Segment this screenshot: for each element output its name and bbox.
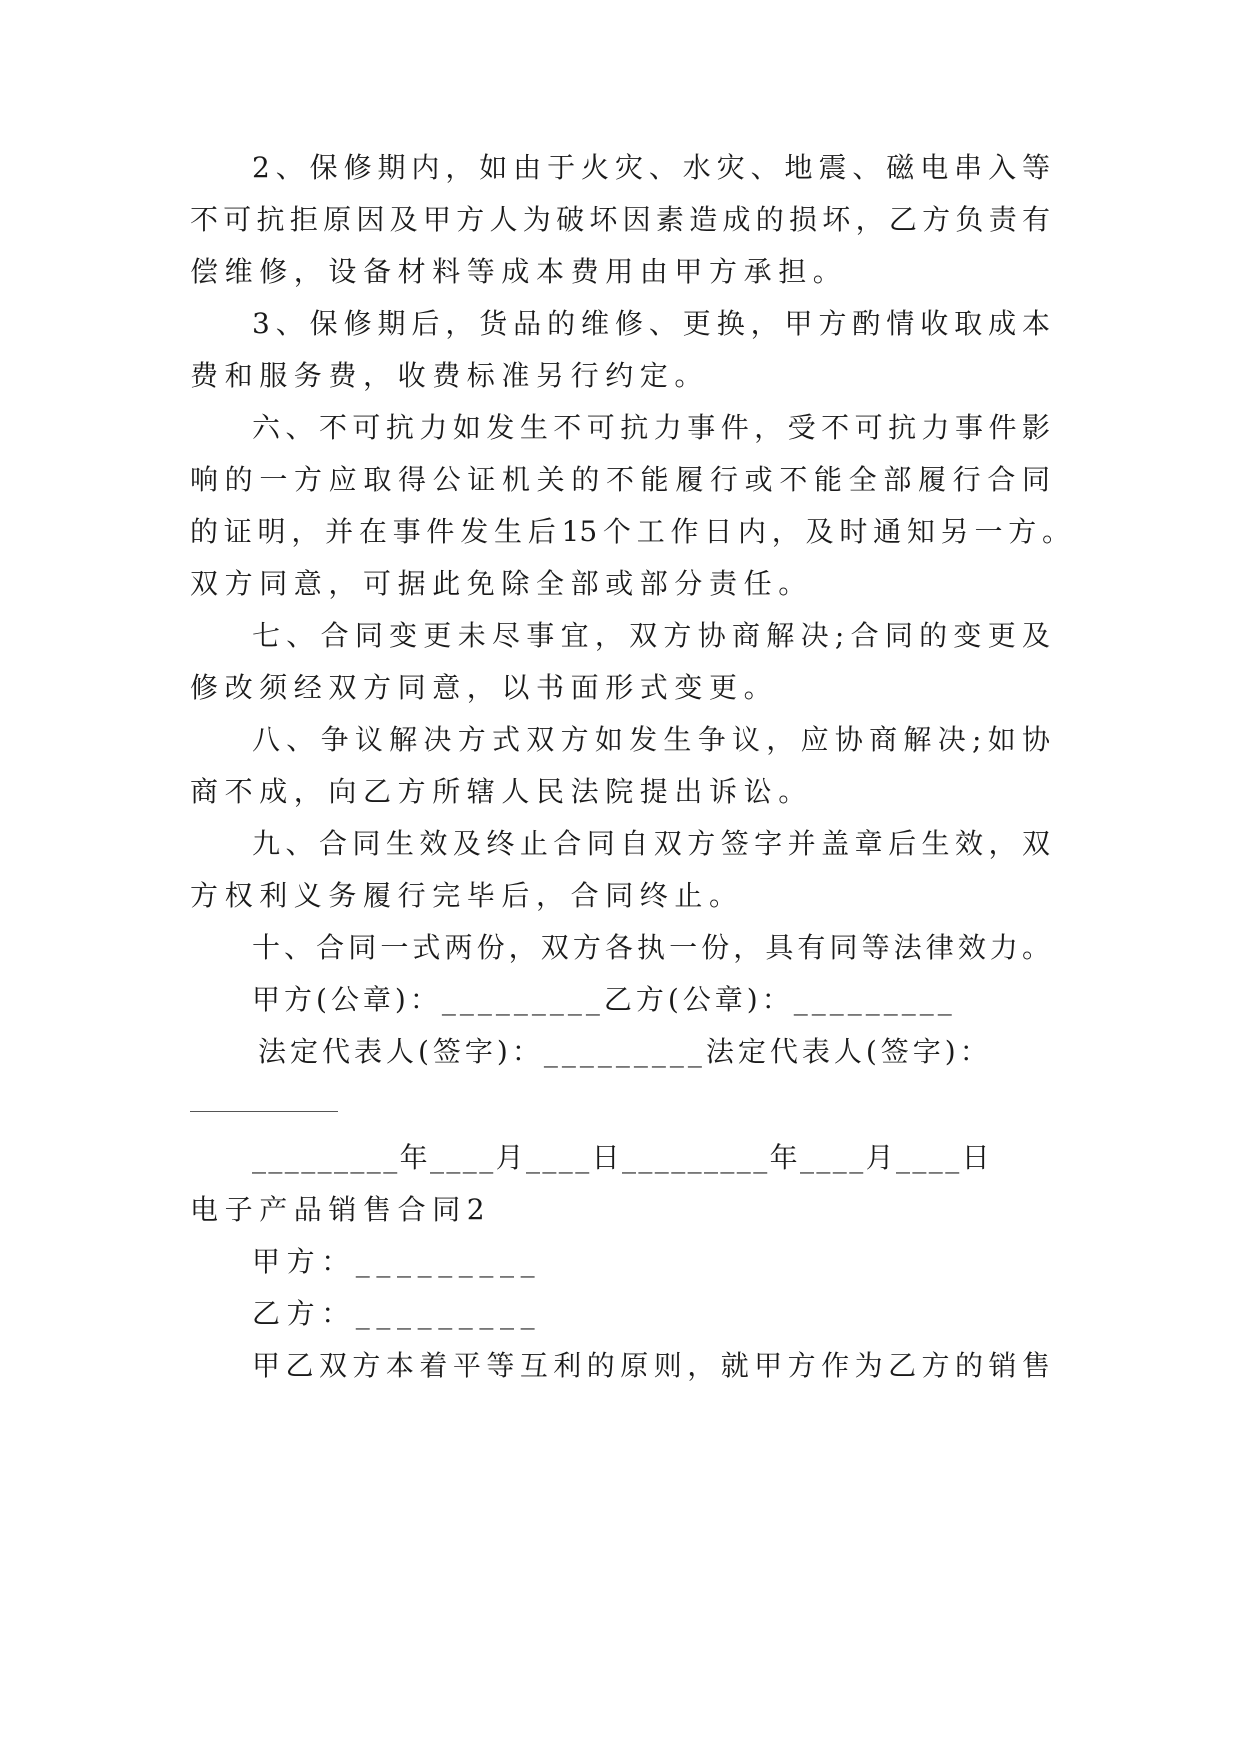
text-line: 甲乙双方本着平等互利的原则，就甲方作为乙方的销售 xyxy=(252,1349,1050,1382)
text-line: 修改须经双方同意，以书面形式变更。 xyxy=(190,671,779,704)
text-line: 双方同意，可据此免除全部或部分责任。 xyxy=(190,567,813,600)
text-line: 偿维修，设备材料等成本费用由甲方承担。 xyxy=(190,255,848,288)
signature-blank-underline xyxy=(190,1111,338,1112)
text-line: 不可抗拒原因及甲方人为破坏因素造成的损坏，乙方负责有 xyxy=(190,203,1050,236)
text-line: 3、保修期后，货品的维修、更换，甲方酌情收取成本 xyxy=(252,307,1050,340)
signature-line-seals: 甲方(公章)：_________乙方(公章)：_________ xyxy=(252,983,956,1016)
text-line: 十、合同一式两份，双方各执一份，具有同等法律效力。 xyxy=(252,931,1050,964)
text-line: 商不成，向乙方所辖人民法院提出诉讼。 xyxy=(190,775,813,808)
text-line: 2、保修期内，如由于火灾、水灾、地震、磁电串入等 xyxy=(252,151,1050,184)
party-a-line: 甲方：_________ xyxy=(252,1245,542,1278)
text-line: 方权利义务履行完毕后，合同终止。 xyxy=(190,879,744,912)
text-line: 八、争议解决方式双方如发生争议，应协商解决;如协 xyxy=(252,723,1050,756)
text-line: 六、不可抗力如发生不可抗力事件，受不可抗力事件影 xyxy=(252,411,1050,444)
date-line: _________年____月____日_________年____月____日 xyxy=(252,1141,993,1174)
text-line: 响的一方应取得公证机关的不能履行或不能全部履行合同 xyxy=(190,463,1050,496)
text-line: 七、合同变更未尽事宜，双方协商解决;合同的变更及 xyxy=(252,619,1050,652)
text-line: 的证明，并在事件发生后15个工作日内，及时通知另一方。 xyxy=(190,515,1070,548)
text-line: 费和服务费，收费标准另行约定。 xyxy=(190,359,710,392)
text-line: 九、合同生效及终止合同自双方签字并盖章后生效，双 xyxy=(252,827,1050,860)
section-heading: 电子产品销售合同2 xyxy=(190,1193,492,1226)
party-b-line: 乙方：_________ xyxy=(252,1297,542,1330)
signature-line-representatives: 法定代表人(签字)：_________法定代表人(签字)： xyxy=(258,1035,992,1068)
